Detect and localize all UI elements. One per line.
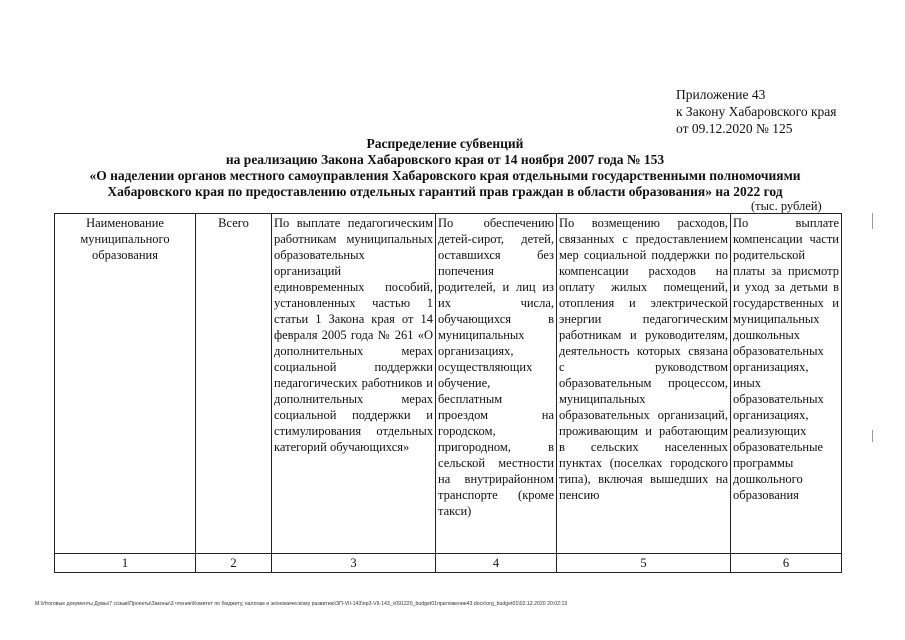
table-header-row [55,214,842,554]
appendix-number: Приложение 43 [676,87,766,102]
scan-mark [872,430,873,442]
appendix-law: к Закону Хабаровского края [676,104,837,119]
column-number: 3 [272,554,436,573]
file-path-footer: M:\Итоговые документы Думы\7 созыв\Проекты\Законы\3 чтение\Комитет по бюджету, налогам и экономическому развитию\ЗП-VII-143\пр3-VII-143_v091220_budget01приложение43.docx\org_budget01\02.12.2020 20:02:13 [35,601,568,607]
document-title: Распределение субвенций [366,136,524,151]
header-municipality: Наименование муниципального образования [55,214,196,554]
appendix-date: от 09.12.2020 № 125 [676,121,793,136]
subvention-table [54,213,842,573]
column-number: 4 [436,554,557,573]
column-numbers-row [55,554,842,573]
document-subtitle: на реализацию Закона Хабаровского края от 14 ноября 2007 года № 153 [225,152,665,167]
document-subtitle-line4: Хабаровского края по предоставлению отдельных гарантий прав граждан в области образования» на 2022 год [107,184,783,199]
header-teacher-payments: По выплате педагогическим работникам муниципальных образовательных организаций единовременных пособий, установленных частью 1 статьи 1 Закона края от 14 февраля 2005 года № 261 «О дополнительных мерах социальной поддержки педагогических работников и дополнительных мерах социальной поддержки и стимулирования отдельных категорий обучающихся» [272,214,436,554]
column-number: 6 [731,554,842,573]
scan-mark [872,213,873,229]
header-housing-compensation: По возмещению расходов, связанных с предоставлением мер социальной поддержки по компенсации расходов на оплату жилых помещений, отопления и электрической энергии педагогическим работникам и руководителям, деятельность которых связана с руководством образовательным процессом, муниципальных образовательных организаций, проживающим и работающим в сельских населенных пунктах (поселках городского типа), включая вышедших на пенсию [557,214,731,554]
column-number: 2 [196,554,272,573]
column-number: 5 [557,554,731,573]
header-parental-fee: По выплате компенсации части родительской платы за присмотр и уход за детьми в государственных и муниципальных дошкольных образовательных организациях, иных образовательных организациях, реализующих образовательные программы дошкольного образования [731,214,842,554]
units-label: (тыс. рублей) [751,199,822,213]
column-number: 1 [55,554,196,573]
header-total: Всего [196,214,272,554]
appendix-block [676,86,837,137]
header-orphan-transport: По обеспечению детей-сирот, детей, оставшихся без попечения родителей, и лиц из их числа, обучающихся в муниципальных организациях, осуществляющих обучение, бесплатным проездом на городском, пригородном, в сельской местности на внутрирайонном транспорте (кроме такси) [436,214,557,554]
document-subtitle-line3: «О наделении органов местного самоуправления Хабаровского края отдельными государственными полномочиями [89,168,801,183]
